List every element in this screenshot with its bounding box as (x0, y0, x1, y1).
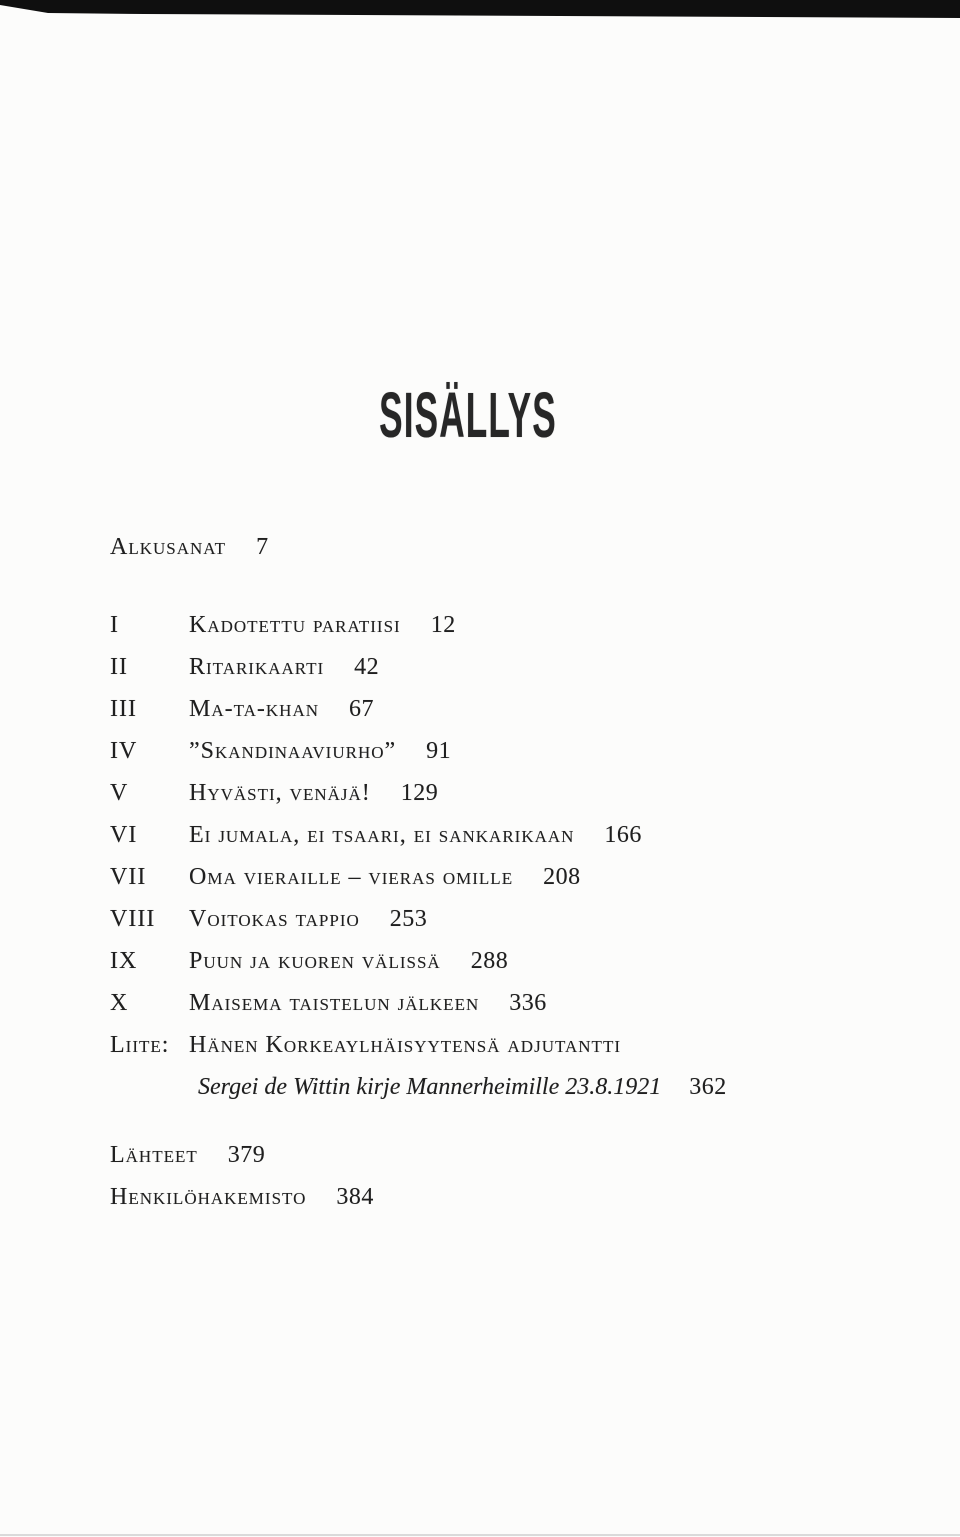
toc-row-chapter-10 (110, 982, 727, 1024)
appendix-title: Hänen Korkeaylhäisyytensä adjutantti (189, 1032, 621, 1058)
chapter-page-number: 166 (604, 822, 642, 848)
chapter-title: Ma-ta-khan (189, 696, 320, 722)
appendix-label: Liite: (110, 1032, 170, 1058)
chapter-numeral: IX (110, 948, 138, 974)
chapter-title: Voitokas tappio (189, 906, 360, 932)
scan-edge-top (0, 0, 960, 19)
table-of-contents (110, 526, 727, 1218)
chapter-title: Maisema taistelun jälkeen (189, 990, 480, 1016)
chapter-numeral: V (110, 780, 129, 806)
toc-row-chapter-9 (110, 940, 727, 982)
chapter-numeral: X (110, 990, 129, 1016)
toc-row-person-index (110, 1176, 727, 1218)
preface-label: Alkusanat (110, 534, 227, 560)
toc-row-chapter-7 (110, 856, 727, 898)
toc-row-sources (110, 1134, 727, 1176)
toc-row-chapter-5 (110, 772, 727, 814)
chapter-numeral: VIII (110, 906, 156, 932)
preface-page-number: 7 (256, 534, 269, 560)
chapter-title: ”Skandinaaviurho” (189, 738, 397, 764)
chapter-page-number: 91 (426, 738, 452, 764)
chapter-page-number: 253 (389, 906, 428, 932)
chapter-title: Oma vieraille – vieras omille (189, 864, 514, 890)
sources-label: Lähteet (110, 1142, 198, 1168)
back-matter-list (110, 1134, 727, 1218)
toc-row-chapter-4 (110, 730, 727, 772)
appendix-detail-text: Sergei de Wittin kirje Mannerheimille 23.8.1921 (198, 1074, 662, 1100)
chapter-page-number: 42 (354, 654, 380, 680)
person-index-page-number: 384 (336, 1184, 374, 1210)
toc-row-chapter-8 (110, 898, 727, 940)
chapter-title: Kadotettu paratiisi (189, 612, 401, 638)
chapter-page-number: 12 (430, 612, 456, 638)
sources-page-number: 379 (227, 1142, 266, 1168)
toc-row-preface (110, 526, 727, 568)
appendix-detail-page-number: 362 (689, 1074, 727, 1100)
toc-row-appendix-detail (198, 1066, 727, 1108)
chapter-numeral: II (110, 654, 128, 680)
chapter-page-number: 129 (400, 780, 439, 806)
toc-row-chapter-3 (110, 688, 727, 730)
chapter-numeral: VII (110, 864, 147, 890)
chapter-page-number: 288 (470, 948, 509, 974)
scan-edge-bottom (0, 1534, 960, 1536)
chapter-title: Ei jumala, ei tsaari, ei sankarikaan (189, 822, 575, 848)
chapter-page-number: 336 (509, 990, 547, 1016)
toc-row-chapter-1 (110, 604, 727, 646)
chapter-page-number: 208 (543, 864, 581, 890)
chapter-title: Hyvästi, venäjä! (189, 780, 371, 806)
chapter-numeral: IV (110, 738, 138, 764)
chapter-title: Puun ja kuoren välissä (189, 948, 441, 974)
toc-row-chapter-6 (110, 814, 727, 856)
chapter-numeral: I (110, 612, 119, 638)
chapter-title: Ritarikaarti (189, 654, 325, 680)
chapter-numeral: VI (110, 822, 138, 848)
chapter-list (110, 604, 727, 1108)
toc-row-chapter-2 (110, 646, 727, 688)
person-index-label: Henkilöhakemisto (110, 1184, 307, 1210)
page-title: SISÄLLYS (379, 379, 557, 451)
chapter-numeral: III (110, 696, 137, 722)
toc-row-appendix (110, 1024, 727, 1066)
chapter-page-number: 67 (349, 696, 375, 722)
